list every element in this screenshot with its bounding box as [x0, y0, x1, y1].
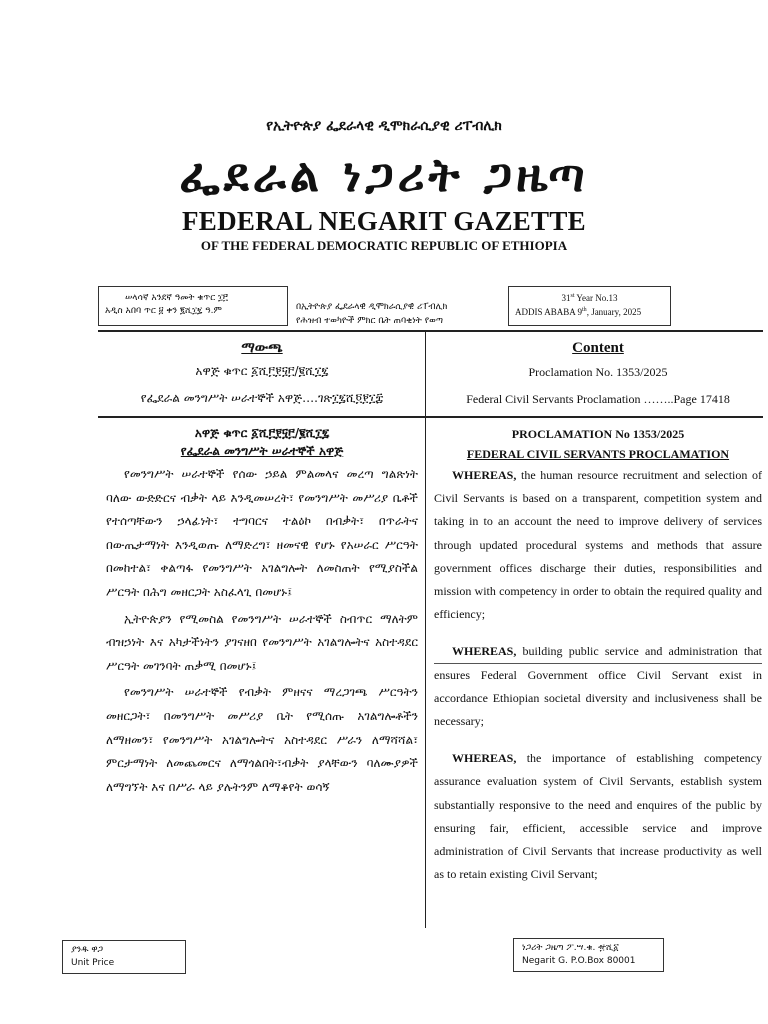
toc-amharic [106, 340, 418, 406]
proclamation-number-amharic: አዋጅ ቁጥር ፩ሺ፫፻፶፫/፪ሺ፲፯ [194, 426, 330, 440]
gazette-title-amharic: ፌደራል ነጋሪት ጋዜጣ [179, 148, 589, 202]
whereas-keyword: WHEREAS, [452, 751, 517, 766]
unit-price-label-amharic: ያንዱ ዋጋ [71, 945, 104, 955]
issue-year-amharic: ሠላሳኛ አንደኛ ዓመት ቁጥር ፲፫ [125, 293, 228, 303]
issue-authority [296, 300, 506, 328]
gazette-subtitle-english: OF THE FEDERAL DEMOCRATIC REPUBLIC OF ETHIOPIA [200, 238, 568, 253]
proclamation-title-english: FEDERAL CIVIL SERVANTS PROCLAMATION [466, 447, 730, 461]
preamble-paragraph-amharic: የመንግሥት ሠራተኞች የብቃት ምዘናና ማረጋገጫ ሥርዓትን መዘርጋት፣ በመንግሥት መሥሪያ ቤት የሚሰጡ አገልግሎቶችን ለማዘመን፣ የመንግሥት አገልግሎትና አስተዳደር ሥራን ለማሻሻል፣ ምርታማነት ለመጨመርና ለማጎልበት፣ብቃት ያላቸውን ባለሙያዎች ለማግኘት እና በሥራ ላይ ያሉትንም ለማቆየት ወሳኝ [106, 685, 418, 794]
toc-english [434, 340, 762, 407]
toc-proclamation-amharic: አዋጅ ቁጥር ፩ሺ፫፻፶፫/፪ሺ፲፯ [195, 364, 329, 378]
whereas-keyword: WHEREAS, [452, 468, 517, 482]
gazette-title-english: FEDERAL NEGARIT GAZETTE [181, 206, 586, 236]
top-rule [98, 330, 763, 332]
proclamation-number-english: PROCLAMATION No 1353/2025 [511, 427, 685, 441]
toc-entry-amharic: የፌደራል መንግሥት ሠራተኞች አዋጅ….ገጽ፲፯ሺ፬፻፲፰ [140, 391, 384, 405]
proclamation-title-amharic: የፌደራል መንግሥት ሠራተኞች አዋጅ [180, 444, 344, 458]
issue-authority-line2: የሕዝብ ተወካዮች ምክር ቤት ጠባቂነት የወጣ [296, 316, 443, 326]
issue-year-english: 31st Year No.13 [561, 293, 618, 303]
issue-date-english: ADDIS ABABA 9th, January, 2025 [515, 307, 642, 317]
toc-rule [98, 416, 763, 418]
unit-price-box [62, 940, 186, 974]
toc-proclamation-english: Proclamation No. 1353/2025 [528, 365, 668, 379]
preamble-paragraph-amharic: ኢትዮጵያን የሚመስል የመንግሥት ሠራተኞች ስብጥር ማለትም ብዝኃነት እና አካታችነትን ያገናዘበ የመንግሥት አገልግሎትና አስተዳደር ሥርዓት መገንባት ጠቃሚ በመሆኑ፤ [106, 611, 418, 673]
whereas-paragraph: WHEREAS, the human resource recruitment and selection of Civil Servants is based on a transparent, competition system and taking in to an account the need to improve delivery of services through updated procedural systems and methods that assure government offices discharge their duties, responsibilities and mission with competency in order to obtain the required quality and efficiency; [434, 468, 762, 622]
issue-box-english [508, 286, 671, 326]
column-divider [425, 332, 426, 928]
english-column [434, 424, 762, 886]
issue-authority-line1: በኢትዮጵያ ፌደራላዊ ዲሞክራሲያዊ ሪፐብሊክ [296, 302, 448, 312]
republic-name-amharic: የኢትዮጵያ ፌደራላዊ ዲሞክራሲያዊ ሪፐብሊክ [266, 118, 502, 134]
po-box-box [513, 938, 664, 972]
po-box-amharic: ነጋሪት ጋዜጣ ፖ.ሣ.ቁ. ፹ሺ፩ [522, 943, 619, 953]
toc-heading-amharic: ማውጫ [241, 340, 283, 356]
po-box-english: Negarit G. P.O.Box 80001 [522, 956, 636, 966]
whereas-keyword: WHEREAS, [452, 644, 517, 659]
whereas-paragraph: WHEREAS, the importance of establishing competency assurance evaluation system of Civil Servants, establish system substantially responsive to the need and enquires of the public by ensuring fair, efficient, accessible service and improve administration of Civil Servants that increase productivity as well as to retain existing Civil Servant; [434, 751, 762, 882]
issue-date-amharic: አዲስ አበባ ጥር ፱ ቀን ፪ሺ፲፯ ዓ.ም [105, 306, 222, 316]
amharic-column [106, 424, 418, 799]
issue-box-amharic [98, 286, 288, 326]
unit-price-label-english: Unit Price [71, 958, 115, 968]
whereas-paragraph: WHEREAS, building public service and administration that ensures Federal Government office Civil Servant exist in accordance Ethiopian societal diversity and inclusiveness shall be necessary; [434, 644, 762, 729]
preamble-paragraph-amharic: የመንግሥት ሠራተኞች የሰው ኃይል ምልመላና መረጣ ግልጽነት ባለው ውድድርና ብቃት ላይ እንዲመሠረት፣ የመንግሥት መሥሪያ ቤቶች የተሰጣቸውን ኃላፊነት፣ ተግባርና ተልዕኮ በብቃት፣ በጥራትና በውጤታማነት እንዲወጡ ለማድረግ፣ ዘመናዊ የሆኑ የአሠራር ሥርዓት በመከተል፣ ቀልጣፋ የመንግሥት አገልግሎት ለመስጠት የሚያስችል ሥርዓት በሕግ መዘርጋት አስፈላጊ በመሆኑ፤ [106, 467, 418, 599]
toc-entry-english: Federal Civil Servants Proclamation ……..Page 17418 [466, 392, 730, 406]
toc-heading-english: Content [572, 340, 624, 356]
